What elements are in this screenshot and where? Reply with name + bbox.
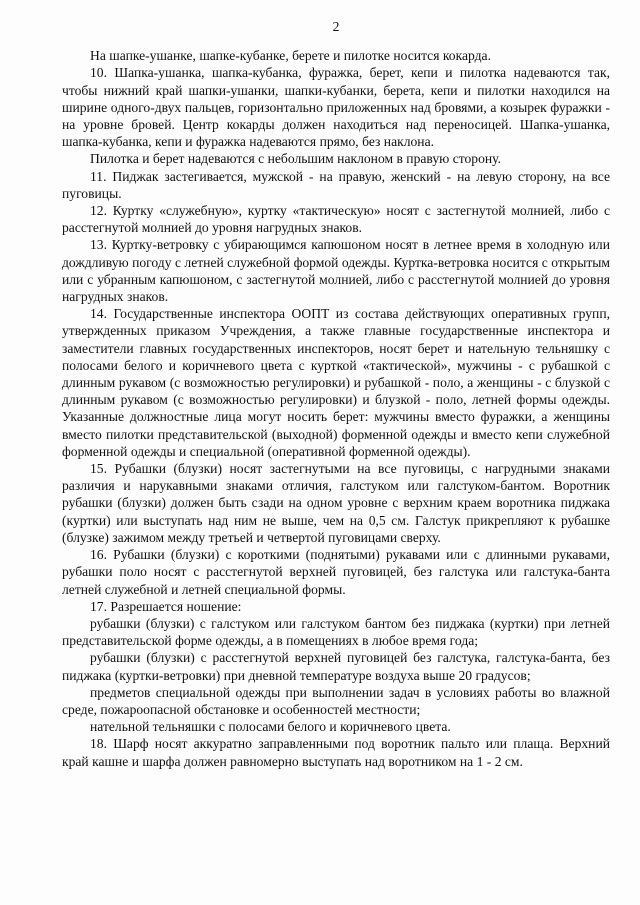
paragraph-15: 15. Рубашки (блузки) носят застегнутыми на все пуговицы, с нагрудными знаками различия и нарукавными знаками отличия, галстуком или галстуком-бантом. Воротник рубашки (блузки) должен быть сзади на одном уровне с верхним краем воротника пиджака (куртки) или выступать над ним не выше, чем на 0,5 см. Галстук прикрепляют к рубашке (блузке) зажимом между третьей и четвертой пуговицами сверху. xyxy=(62,461,610,545)
paragraph-17-item-1: рубашки (блузки) с галстуком или галстуком бантом без пиджака (куртки) при летней представительской форме одежды, а в помещениях в любое время года; xyxy=(62,615,610,649)
paragraph-17-item-4: нательной тельняшки с полосами белого и коричневого цвета. xyxy=(90,719,451,735)
paragraph-12: 12. Куртку «служебную», куртку «тактическую» носят с застегнутой молнией, либо с расстегнутой молнией до уровня нагрудных знаков. xyxy=(62,203,610,236)
paragraph-16: 16. Рубашки (блузки) с короткими (поднятыми) рукавами или с длинными рукавами, рубашки поло носят с расстегнутой верхней пуговицей, без галстука или галстука-банта летней служебной и летней специальной формы. xyxy=(62,547,610,597)
page-number: 2 xyxy=(332,19,340,34)
document-body xyxy=(62,47,610,770)
paragraph-17-item-3: предметов специальной одежды при выполнении задач в условиях работы во влажной среде, пожароопасной обстановке и особенностей местности; xyxy=(62,684,610,717)
paragraph-cockade: На шапке-ушанке, шапке-кубанке, берете и пилотке носится кокарда. xyxy=(90,48,491,64)
paragraph-17: 17. Разрешается ношение: xyxy=(90,598,242,614)
paragraph-17-item-2: рубашки (блузки) с расстегнутой верхней пуговицей без галстука, галстука-банта, без пиджака (куртки-ветровки) при дневной температуре воздуха выше 20 градусов; xyxy=(62,650,610,683)
paragraph-18: 18. Шарф носят аккуратно заправленными под воротник пальто или плаща. Верхний край кашне и шарфа должен равномерно выступать над воротником на 1 - 2 см. xyxy=(62,736,610,769)
paragraph-10: 10. Шапка-ушанка, шапка-кубанка, фуражка, берет, кепи и пилотка надеваются так, чтобы нижний край шапки-ушанки, шапки-кубанки, берета, кепи и пилотки находился на ширине одного-двух пальцев, горизонтально приложенных над бровями, а козырек фуражки - на уровне бровей. Центр кокарды должен находиться над переносицей. Шапка-ушанка, шапка-кубанка, кепи и фуражка надеваются прямо, без наклона. xyxy=(62,65,610,150)
paragraph-11: 11. Пиджак застегивается, мужской - на правую, женский - на левую сторону, на все пуговицы. xyxy=(62,168,610,201)
paragraph-14: 14. Государственные инспектора ООПТ из состава действующих оперативных групп, утвержденных приказом Учреждения, а также главные государственные инспектора и заместители главных государственных инспекторов, носят берет и нательную тельняшку с полосами белого и коричневого цвета с курткой «тактической», мужчины - с рубашкой с длинным рукавом (с возможностью регулировки) и рубашкой - поло, а женщины - с блузкой с длинным рукавом (с возможностью регулировки) и блузкой - поло, летней формы одежды. Указанные должностные лица могут носить берет: мужчины вместо фуражки, а женщины вместо пилотки представительской (выходной) форменной одежды и вместо кепи служебной форменной одежды и специальной (оперативной форменной одежды). xyxy=(62,306,610,459)
paragraph-13: 13. Куртку-ветровку с убирающимся капюшоном носят в летнее время в холодную или дождливую погоду с летней служебной формой одежды. Куртка-ветровка носится с открытым или с убранным капюшоном, с застегнутой молнией, либо с расстегнутой молнией до уровня нагрудных знаков. xyxy=(62,237,610,305)
paragraph-pilotka-beret: Пилотка и берет надеваются с небольшим наклоном в правую сторону. xyxy=(90,151,502,167)
